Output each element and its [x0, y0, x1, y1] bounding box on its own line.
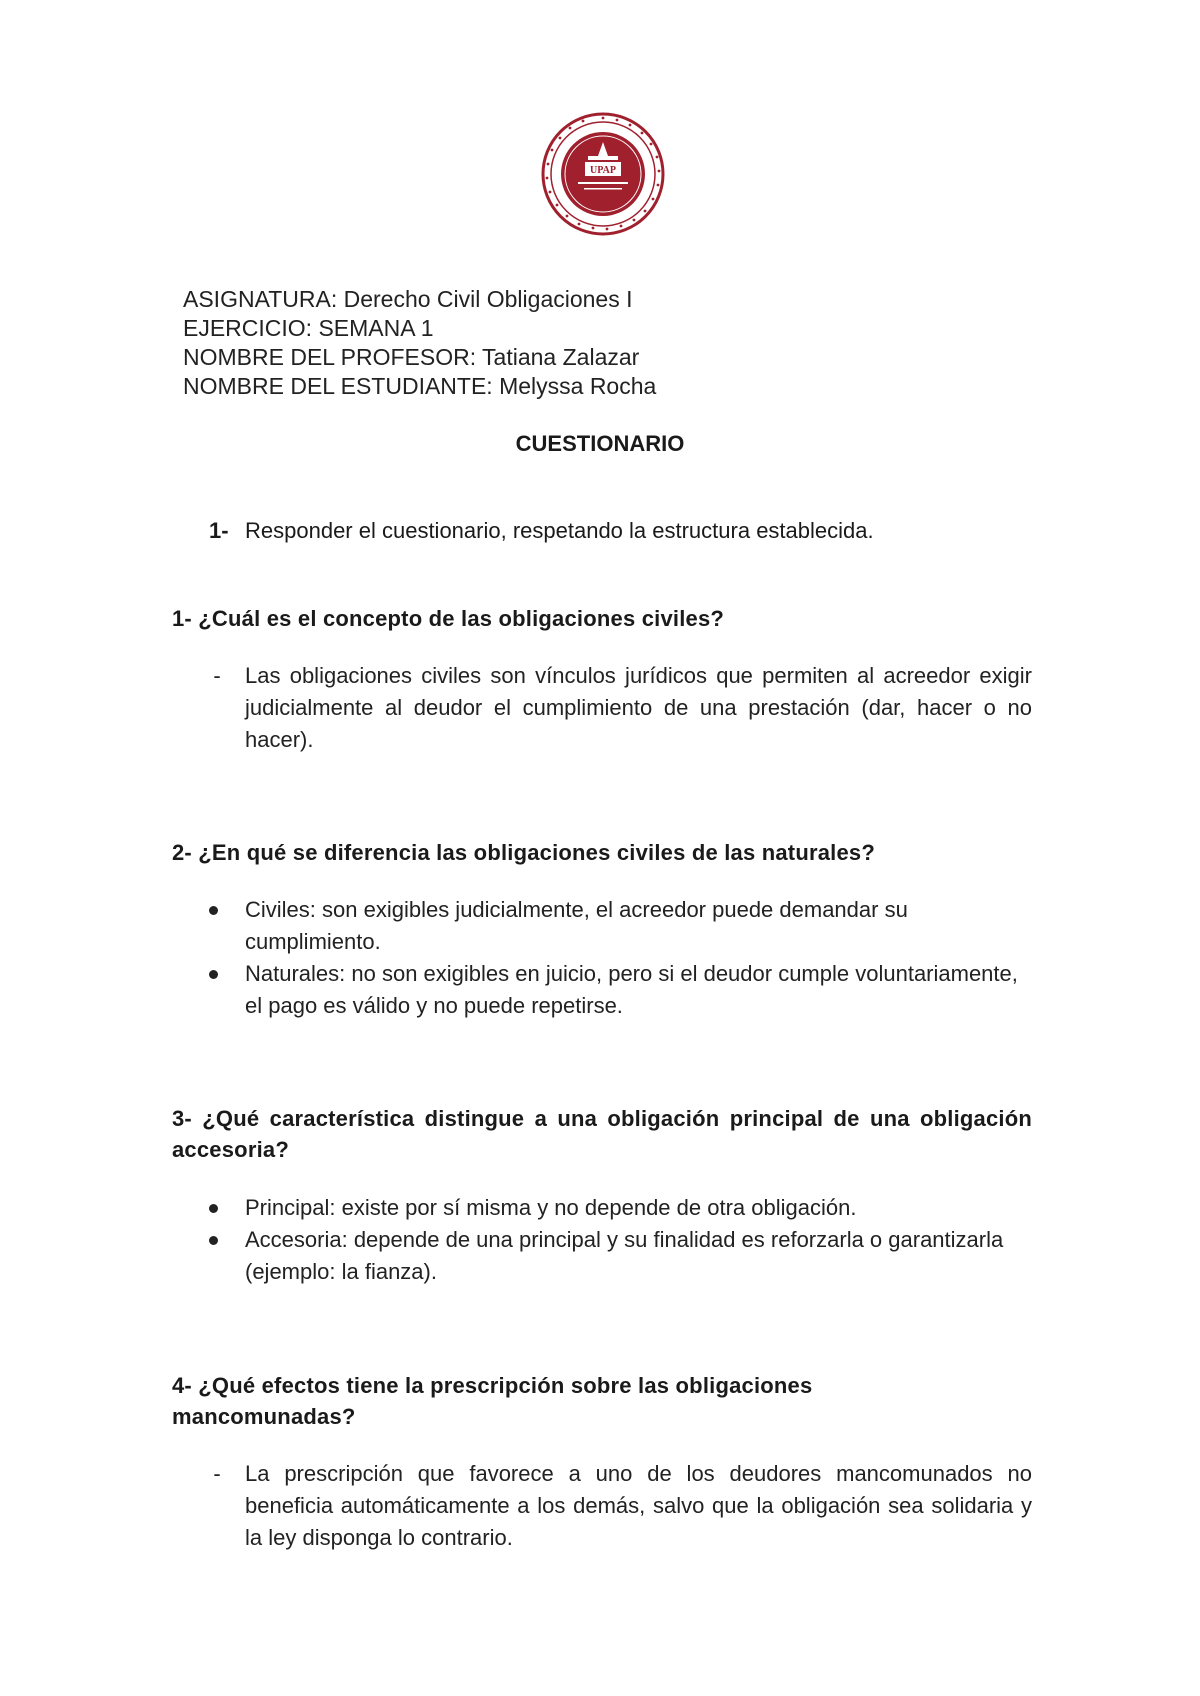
answer-text: Las obligaciones civiles son vínculos jurídicos que permiten al acreedor exigir judicialmente al deudor el cumplimiento de una prestación (dar, hacer o no hacer).: [245, 663, 1032, 752]
header-info: [183, 285, 656, 401]
answer-3: [245, 1192, 1032, 1288]
dash-marker: -: [213, 1461, 221, 1486]
bullet-icon: [209, 906, 218, 915]
seal-graphic: [532, 112, 674, 236]
page-title: CUESTIONARIO: [515, 431, 685, 456]
answer-text: Principal: existe por sí misma y no depende de otra obligación.: [245, 1195, 857, 1220]
list-item: [213, 660, 1032, 756]
university-seal-logo: [532, 112, 674, 236]
question-4: 4- ¿Qué efectos tiene la prescripción sobre las obligaciones mancomunadas?: [172, 1373, 813, 1429]
list-item: [213, 1458, 1032, 1554]
question-3: 3- ¿Qué característica distingue a una obligación principal de una obligación accesoria?: [172, 1106, 1032, 1162]
list-item: [245, 1224, 1032, 1288]
list-item: [245, 958, 1032, 1022]
question-1: 1- ¿Cuál es el concepto de las obligaciones civiles?: [172, 606, 725, 631]
answer-text: Accesoria: depende de una principal y su finalidad es reforzarla o garantizarla (ejemplo: la fianza).: [245, 1227, 1004, 1284]
list-item: [245, 894, 1032, 958]
professor-line: NOMBRE DEL PROFESOR: Tatiana Zalazar: [183, 344, 640, 370]
answer-text: La prescripción que favorece a uno de los deudores mancomunados no beneficia automáticamente a los demás, salvo que la obligación sea solidaria y la ley disponga lo contrario.: [245, 1461, 1032, 1550]
student-line: NOMBRE DEL ESTUDIANTE: Melyssa Rocha: [183, 373, 657, 399]
exercise-line: EJERCICIO: SEMANA 1: [183, 315, 434, 341]
bullet-icon: [209, 1204, 218, 1213]
list-item: [245, 1192, 1032, 1224]
subject-line: ASIGNATURA: Derecho Civil Obligaciones I: [183, 286, 633, 312]
instruction-item: [209, 517, 874, 545]
instruction-number: 1-: [209, 518, 229, 543]
answer-4: [213, 1458, 1032, 1554]
bullet-icon: [209, 970, 218, 979]
seal-acronym: UPAP: [590, 165, 616, 176]
answer-2: [245, 894, 1032, 1022]
answer-text: Naturales: no son exigibles en juicio, pero si el deudor cumple voluntariamente, el pago es válido y no puede repetirse.: [245, 961, 1018, 1018]
dash-marker: -: [213, 663, 221, 688]
answer-text: Civiles: son exigibles judicialmente, el acreedor puede demandar su cumplimiento.: [245, 897, 908, 954]
answer-1: [213, 660, 1032, 756]
instruction-text: Responder el cuestionario, respetando la estructura establecida.: [245, 518, 874, 543]
question-2: 2- ¿En qué se diferencia las obligaciones civiles de las naturales?: [172, 840, 875, 865]
bullet-icon: [209, 1236, 218, 1245]
